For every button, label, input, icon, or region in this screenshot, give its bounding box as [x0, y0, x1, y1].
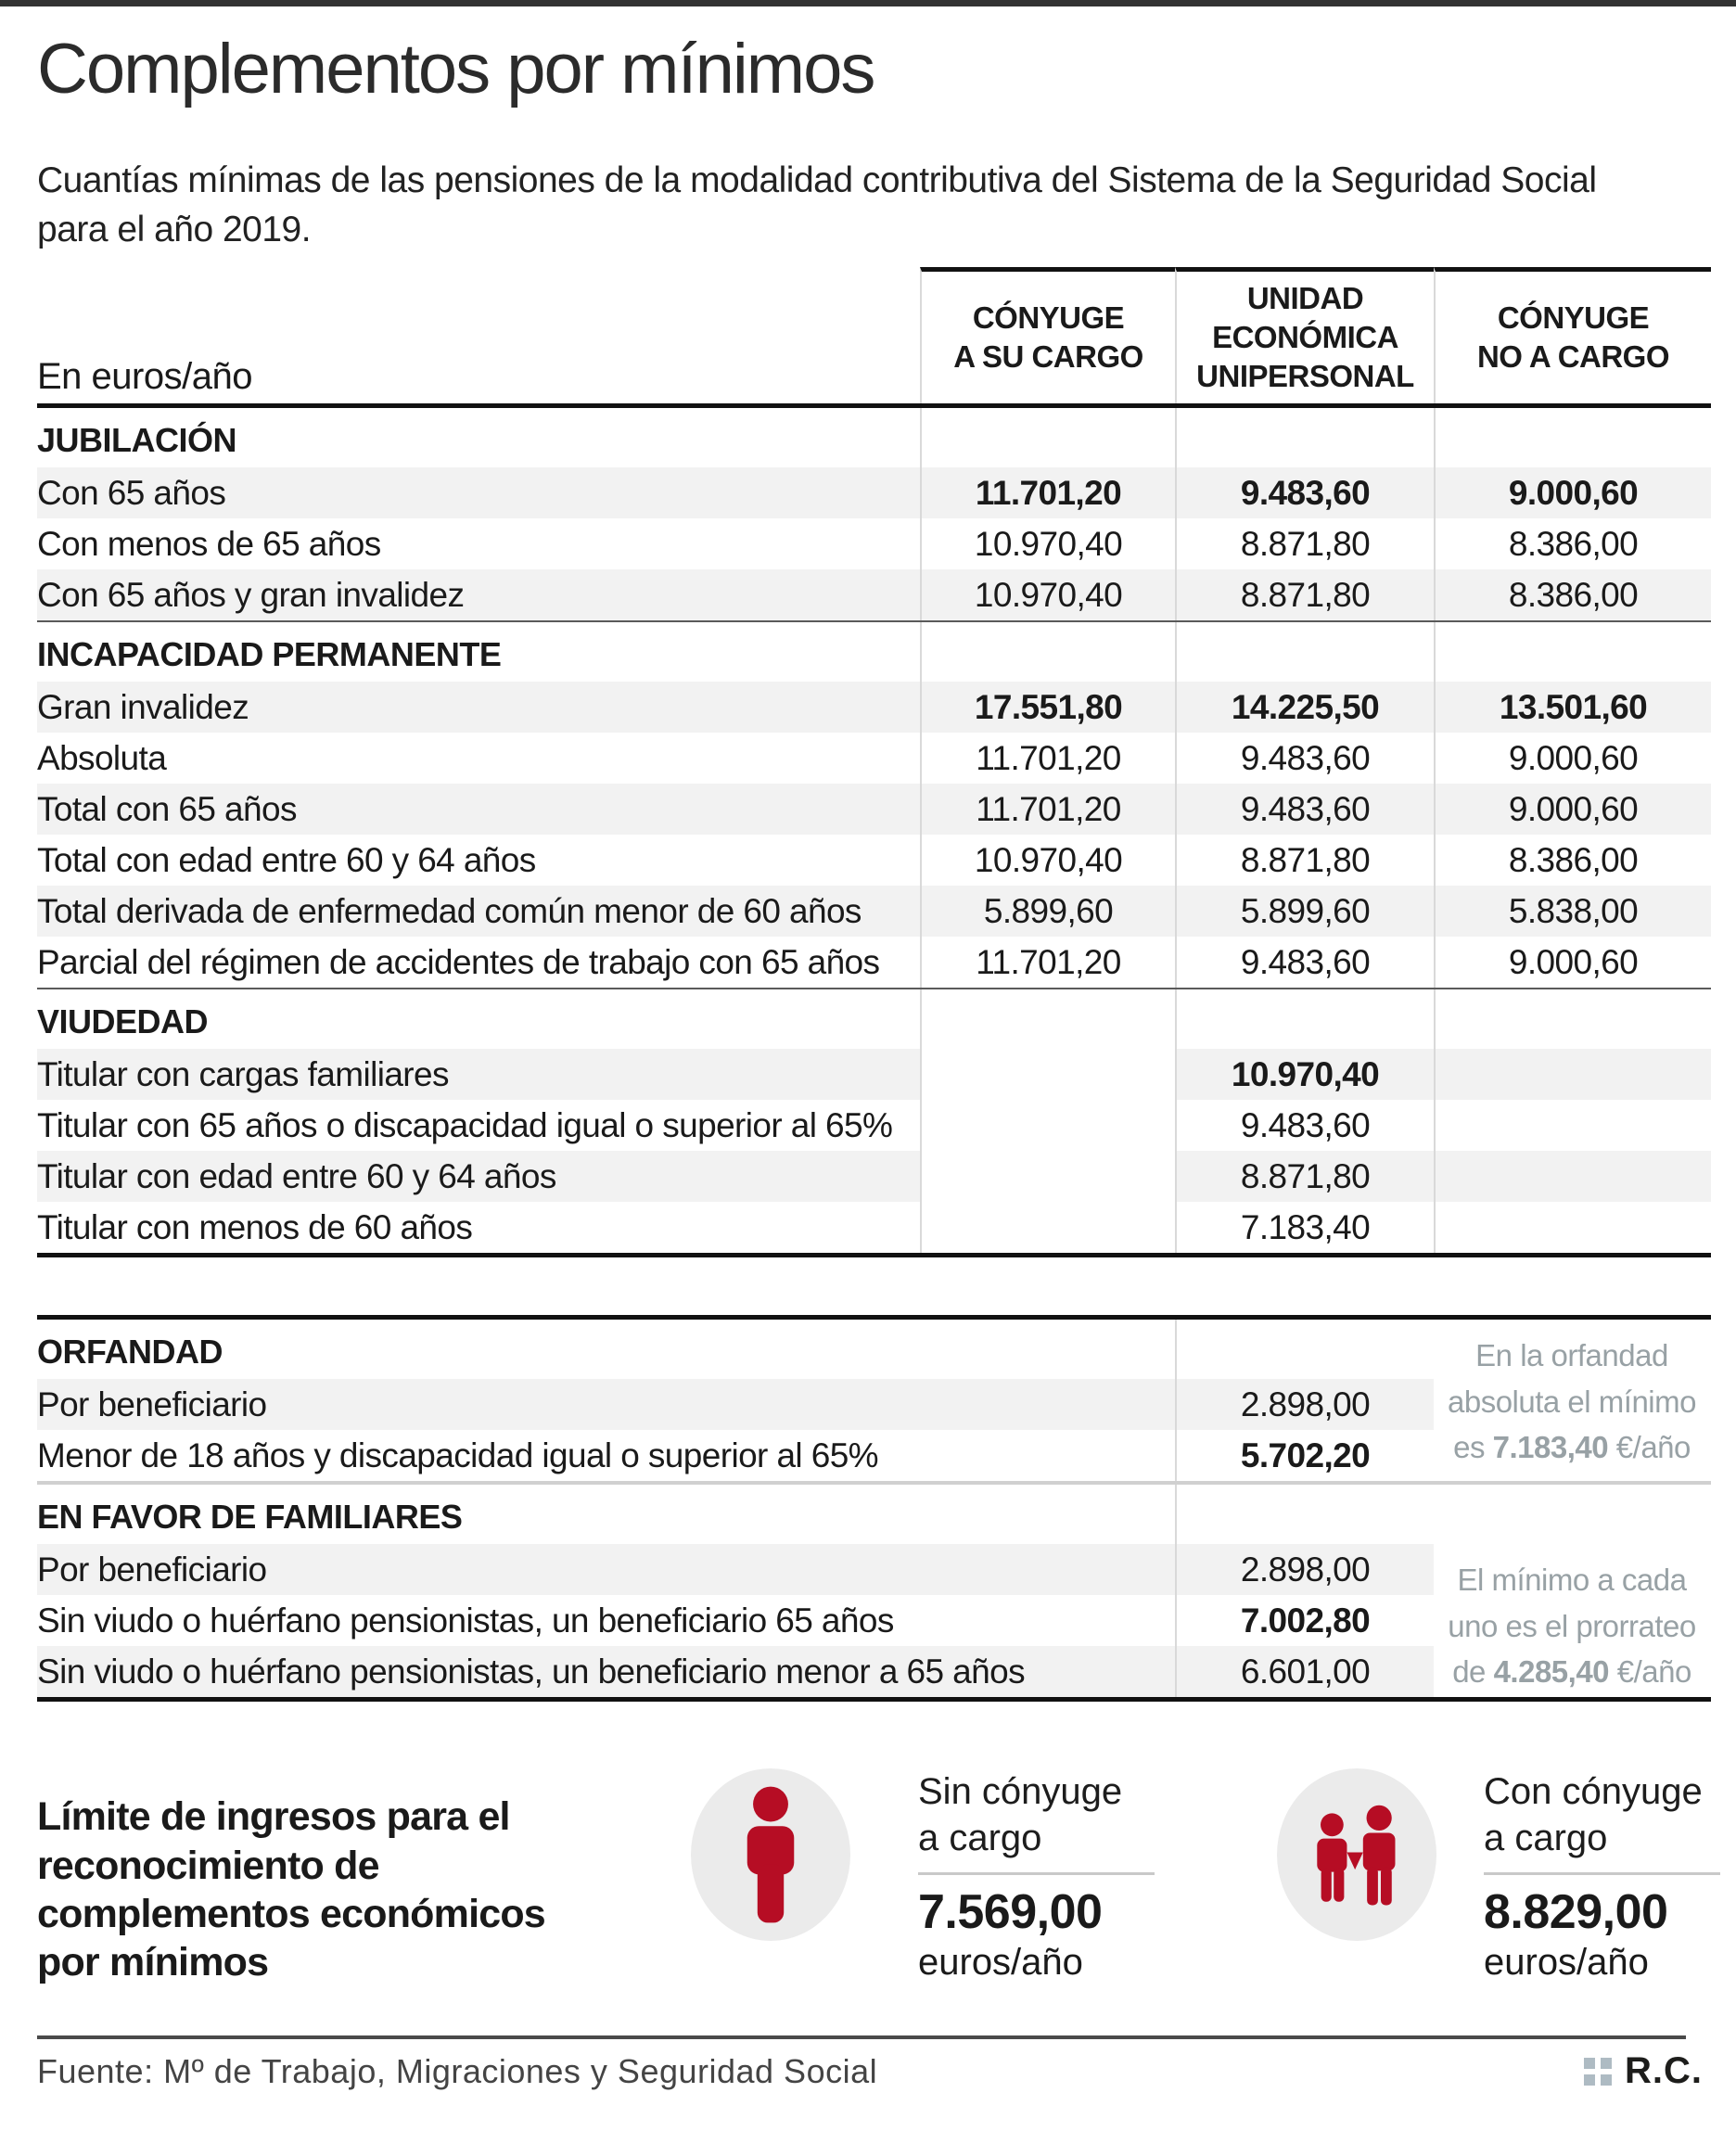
row-value: 10.970,40 — [920, 835, 1175, 886]
stat-label-line: Con cónyuge — [1484, 1771, 1703, 1813]
empty-cell — [1434, 622, 1711, 682]
row-label: Con 65 años — [37, 467, 920, 518]
section-jubilacion — [37, 408, 1711, 620]
row-value: 11.701,20 — [920, 467, 1175, 518]
row-value: 9.483,60 — [1175, 1100, 1434, 1151]
row-value — [920, 1151, 1175, 1202]
income-limit-block — [37, 1768, 1711, 2008]
column-header-unidad-economica — [1175, 267, 1434, 403]
note-line: absoluta el mínimo — [1448, 1384, 1696, 1419]
section-viudedad — [37, 989, 1711, 1253]
single-person-icon — [691, 1768, 850, 1941]
section-header — [37, 622, 1711, 682]
income-limit-title — [37, 1793, 545, 1987]
row-label: Sin viudo o huérfano pensionistas, un beneficiario menor a 65 años — [37, 1646, 1175, 1697]
row-value: 7.183,40 — [1175, 1202, 1434, 1253]
stat-sin-conyuge — [918, 1768, 1155, 1984]
row-label: Con 65 años y gran invalidez — [37, 569, 920, 620]
table-row — [37, 467, 1711, 518]
orfandad-note — [1433, 1333, 1711, 1471]
table-row — [37, 1049, 1711, 1100]
stat-value: 7.569,00 — [918, 1885, 1103, 1940]
column-header-line: UNIPERSONAL — [1196, 359, 1414, 394]
empty-cell — [1175, 989, 1434, 1049]
note-highlight-value: 4.285,40 — [1493, 1654, 1610, 1690]
row-value: 11.701,20 — [920, 784, 1175, 835]
row-value: 8.386,00 — [1434, 518, 1711, 569]
row-value — [1434, 1100, 1711, 1151]
table-row — [37, 682, 1711, 733]
note-line: En la orfandad — [1475, 1338, 1668, 1373]
section-title: VIUDEDAD — [37, 1002, 209, 1041]
table-row — [37, 937, 1711, 988]
row-label: Total con 65 años — [37, 784, 920, 835]
row-value: 14.225,50 — [1175, 682, 1434, 733]
row-value: 5.702,20 — [1175, 1430, 1434, 1481]
section-incapacidad — [37, 622, 1711, 988]
income-limit-title-line: por mínimos — [37, 1940, 269, 1985]
row-value — [1434, 1049, 1711, 1100]
row-value: 5.899,60 — [1175, 886, 1434, 937]
section-orfandad — [37, 1320, 1711, 1481]
empty-cell — [1434, 1485, 1711, 1544]
empty-cell — [920, 989, 1175, 1049]
table-row — [37, 1151, 1711, 1202]
row-value: 6.601,00 — [1175, 1646, 1434, 1697]
row-value: 8.871,80 — [1175, 569, 1434, 620]
column-header-conyuge-no-a-cargo — [1434, 267, 1711, 403]
row-value: 9.000,60 — [1434, 733, 1711, 784]
note-line: uno es el prorrateo — [1448, 1608, 1696, 1643]
row-value: 10.970,40 — [920, 569, 1175, 620]
stat-rule — [918, 1872, 1155, 1875]
row-value: 17.551,80 — [920, 682, 1175, 733]
row-value: 13.501,60 — [1434, 682, 1711, 733]
page-title: Complementos por mínimos — [37, 30, 874, 108]
table-row — [37, 886, 1711, 937]
row-value: 5.838,00 — [1434, 886, 1711, 937]
row-value: 10.970,40 — [920, 518, 1175, 569]
orphanhood-family-table — [37, 1315, 1711, 1702]
table-row — [37, 835, 1711, 886]
section-title: ORFANDAD — [37, 1333, 223, 1372]
row-value — [1434, 1202, 1711, 1253]
empty-cell — [1175, 408, 1434, 467]
column-header-line: ECONÓMICA — [1212, 319, 1398, 354]
source-text: Fuente: Mº de Trabajo, Migraciones y Seguridad Social — [37, 2051, 878, 2090]
column-header-line: CÓNYUGE — [972, 300, 1125, 335]
row-value: 11.701,20 — [920, 733, 1175, 784]
footer — [37, 2035, 1703, 2092]
logo-square — [1601, 2074, 1612, 2086]
table-row — [37, 784, 1711, 835]
column-header-line: NO A CARGO — [1476, 339, 1670, 375]
row-label: Absoluta — [37, 738, 167, 777]
section-header — [37, 408, 1711, 467]
empty-cell — [1175, 622, 1434, 682]
row-value: 9.483,60 — [1175, 467, 1434, 518]
row-label: Parcial del régimen de accidentes de trabajo con 65 años — [37, 942, 880, 981]
row-label: Titular con menos de 60 años — [37, 1207, 473, 1246]
section-title: EN FAVOR DE FAMILIARES — [37, 1498, 463, 1537]
row-value: 8.386,00 — [1434, 569, 1711, 620]
row-label: Total con edad entre 60 y 64 años — [37, 840, 536, 879]
empty-cell — [1175, 1485, 1434, 1544]
stat-rule — [1484, 1872, 1720, 1875]
row-value: 9.000,60 — [1434, 937, 1711, 988]
note-line: €/año — [1609, 1654, 1691, 1690]
table-row — [37, 518, 1711, 569]
logo-square — [1601, 2058, 1612, 2069]
income-limit-title-line: Límite de ingresos para el — [37, 1794, 510, 1840]
logo-square — [1584, 2074, 1595, 2086]
row-value — [1434, 1151, 1711, 1202]
row-label: Total derivada de enfermedad común menor de 60 años — [37, 886, 920, 937]
column-header-line: UNIDAD — [1246, 280, 1364, 315]
table-header-row — [37, 267, 1711, 408]
row-value: 10.970,40 — [1175, 1049, 1434, 1100]
section-title: INCAPACIDAD PERMANENTE — [37, 635, 502, 674]
table-row — [37, 569, 1711, 620]
row-label: Titular con edad entre 60 y 64 años — [37, 1151, 920, 1202]
stat-unit: euros/año — [1484, 1942, 1649, 1984]
row-label: Gran invalidez — [37, 682, 920, 733]
note-line: es — [1453, 1430, 1493, 1465]
row-value: 9.000,60 — [1434, 784, 1711, 835]
row-value: 2.898,00 — [1175, 1544, 1434, 1595]
income-limit-title-line: reconocimiento de — [37, 1843, 379, 1888]
section-en-favor-de-familiares — [37, 1485, 1711, 1697]
row-label: Titular con 65 años o discapacidad igual o superior al 65% — [37, 1105, 893, 1144]
row-value: 11.701,20 — [920, 937, 1175, 988]
note-highlight-value: 7.183,40 — [1492, 1430, 1609, 1465]
stat-label — [918, 1768, 1155, 1861]
row-label: Por beneficiario — [37, 1379, 1175, 1430]
column-header-line: A SU CARGO — [953, 339, 1143, 375]
column-header-line: CÓNYUGE — [1497, 300, 1650, 335]
page-subtitle: Cuantías mínimas de las pensiones de la modalidad contributiva del Sistema de la Seguridad Social para el año 2019. — [37, 160, 1597, 250]
row-value: 9.483,60 — [1175, 937, 1434, 988]
column-header-conyuge-a-su-cargo — [920, 267, 1175, 403]
table-row — [37, 1100, 1711, 1151]
row-value: 9.000,60 — [1434, 467, 1711, 518]
row-value — [920, 1100, 1175, 1151]
stat-con-conyuge — [1484, 1768, 1720, 1984]
row-label: Sin viudo o huérfano pensionistas, un beneficiario 65 años — [37, 1601, 894, 1640]
empty-cell — [920, 622, 1175, 682]
empty-cell — [1175, 1320, 1434, 1379]
stat-label-line: Sin cónyuge — [918, 1771, 1123, 1813]
agency-credit — [1584, 2050, 1703, 2092]
row-value: 8.871,80 — [1175, 835, 1434, 886]
row-value: 8.871,80 — [1175, 1151, 1434, 1202]
row-value: 2.898,00 — [1175, 1379, 1434, 1430]
logo-square — [1584, 2058, 1595, 2069]
table-row — [37, 733, 1711, 784]
stat-label — [1484, 1768, 1720, 1861]
row-value: 9.483,60 — [1175, 733, 1434, 784]
unit-label: En euros/año — [37, 356, 252, 398]
couple-icon — [1277, 1768, 1436, 1941]
row-label: Menor de 18 años y discapacidad igual o superior al 65% — [37, 1436, 878, 1474]
row-value: 7.002,80 — [1175, 1595, 1434, 1646]
stat-label-line: a cargo — [918, 1818, 1042, 1859]
rc-logo-squares-icon — [1584, 2058, 1612, 2086]
table-row — [37, 1202, 1711, 1253]
row-label: Por beneficiario — [37, 1544, 1175, 1595]
empty-cell — [920, 408, 1175, 467]
income-limit-title-line: complementos económicos — [37, 1891, 545, 1936]
empty-cell — [1434, 408, 1711, 467]
row-value: 5.899,60 — [920, 886, 1175, 937]
empty-cell — [1434, 989, 1711, 1049]
row-value — [920, 1049, 1175, 1100]
row-value: 8.871,80 — [1175, 518, 1434, 569]
credit-text: R.C. — [1625, 2050, 1703, 2092]
note-line: de — [1452, 1654, 1494, 1690]
row-value: 8.386,00 — [1434, 835, 1711, 886]
row-label: Con menos de 65 años — [37, 524, 381, 563]
section-header — [37, 1485, 1711, 1544]
stat-unit: euros/año — [918, 1942, 1083, 1984]
row-label: Titular con cargas familiares — [37, 1049, 920, 1100]
section-title: JUBILACIÓN — [37, 421, 237, 460]
pensions-table — [37, 267, 1711, 1257]
familiares-note — [1433, 1557, 1711, 1695]
section-header — [37, 989, 1711, 1049]
stat-label-line: a cargo — [1484, 1818, 1608, 1859]
note-line: El mínimo a cada — [1457, 1563, 1687, 1598]
stat-value: 8.829,00 — [1484, 1885, 1668, 1940]
row-value — [920, 1202, 1175, 1253]
row-value: 9.483,60 — [1175, 784, 1434, 835]
note-line: €/año — [1608, 1430, 1691, 1465]
